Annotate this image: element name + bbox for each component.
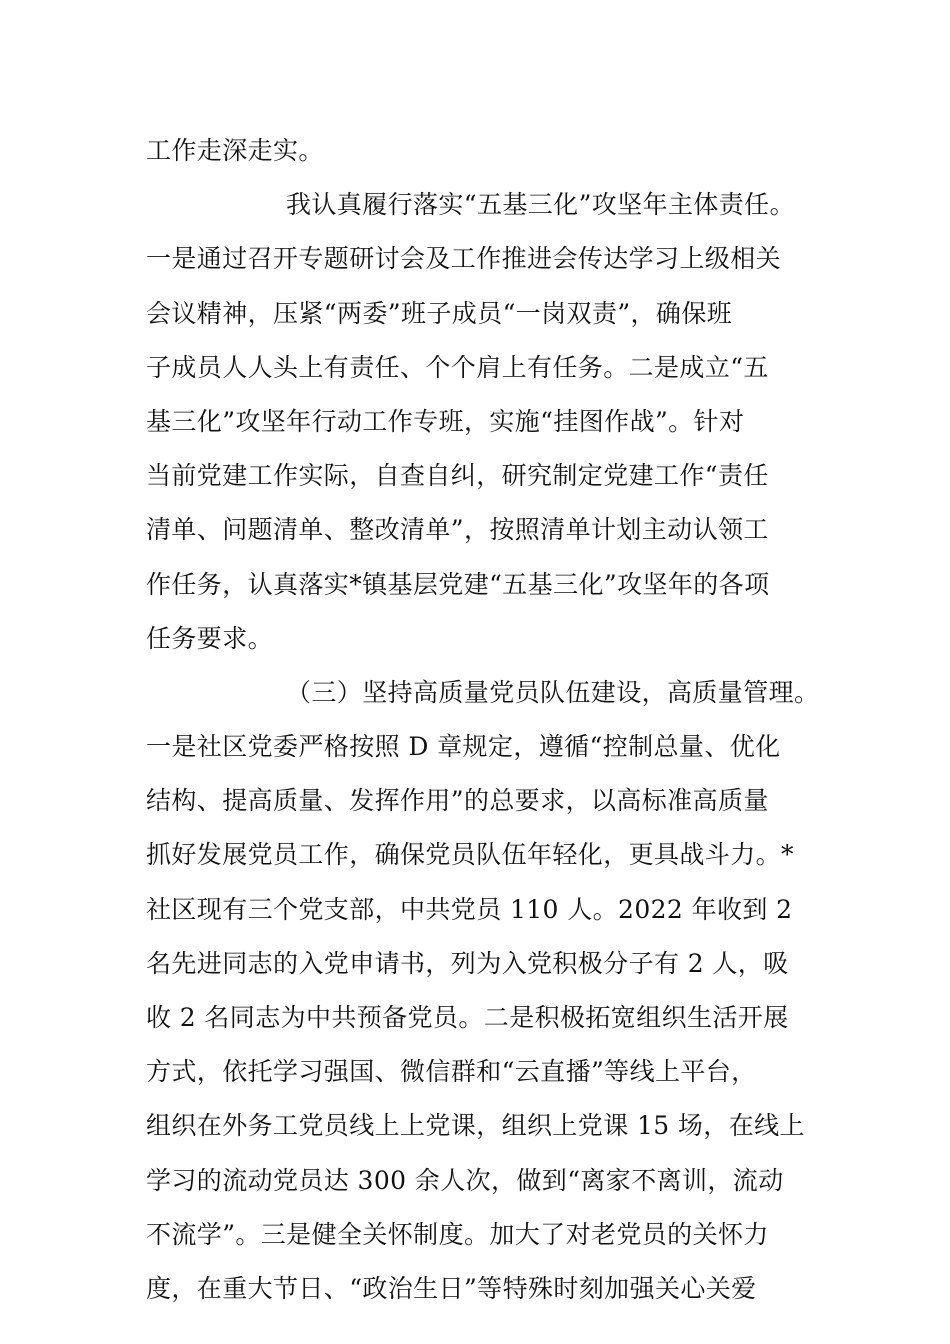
section-heading-line: （三）坚持高质量党员队伍建设，高质量管理。 xyxy=(286,677,820,707)
text-line: 不流学”。三是健全关怀制度。加大了对老党员的关怀力 xyxy=(146,1219,769,1249)
text-line: 作任务，认真落实*镇基层党建“五基三化”攻坚年的各项 xyxy=(146,569,770,599)
text-line: 抓好发展党员工作，确保党员队伍年轻化，更具战斗力。* xyxy=(146,840,794,870)
text-line: 会议精神，压紧“两委”班子成员“一岗双责”，确保班 xyxy=(146,298,733,328)
text-line: 工作走深走实。 xyxy=(146,136,324,165)
text-line: 基三化”攻坚年行动工作专班，实施“挂图作战”。针对 xyxy=(146,406,745,436)
text-line: 方式，依托学习强国、微信群和“云直播”等线上平台， xyxy=(146,1057,757,1087)
body-text xyxy=(146,124,846,1316)
text-line: 社区现有三个党支部，中共党员 110 人。2022 年收到 2 xyxy=(146,894,793,924)
text-line: 结构、提高质量、发挥作用”的总要求，以高标准高质量 xyxy=(146,786,769,816)
text-line: 子成员人人头上有责任、个个肩上有任务。二是成立“五 xyxy=(146,352,769,382)
text-line: 名先进同志的入党申请书，列为入党积极分子有 2 人，吸 xyxy=(146,948,789,978)
text-line: 清单、问题清单、整改清单”，按照清单计划主动认领工 xyxy=(146,515,769,545)
text-line: 任务要求。 xyxy=(146,623,274,653)
text-line: 学习的流动党员达 300 余人次，做到“离家不离训，流动 xyxy=(146,1165,784,1195)
text-line: 一是社区党委严格按照 D 章规定，遵循“控制总量、优化 xyxy=(146,732,781,762)
text-line: 收 2 名同志为中共预备党员。二是积极拓宽组织生活开展 xyxy=(146,1003,789,1032)
paragraph-first-line: 我认真履行落实“五基三化”攻坚年主体责任。 xyxy=(286,190,795,220)
text-line: 当前党建工作实际，自查自纠，研究制定党建工作“责任 xyxy=(146,461,769,491)
text-line: 组织在外务工党员线上上党课，组织上党课 15 场，在线上 xyxy=(146,1111,805,1141)
text-line: 一是通过召开专题研讨会及工作推进会传达学习上级相关 xyxy=(146,244,782,274)
text-line: 度，在重大节日、“政治生日”等特殊时刻加强关心关爱 xyxy=(146,1273,757,1303)
